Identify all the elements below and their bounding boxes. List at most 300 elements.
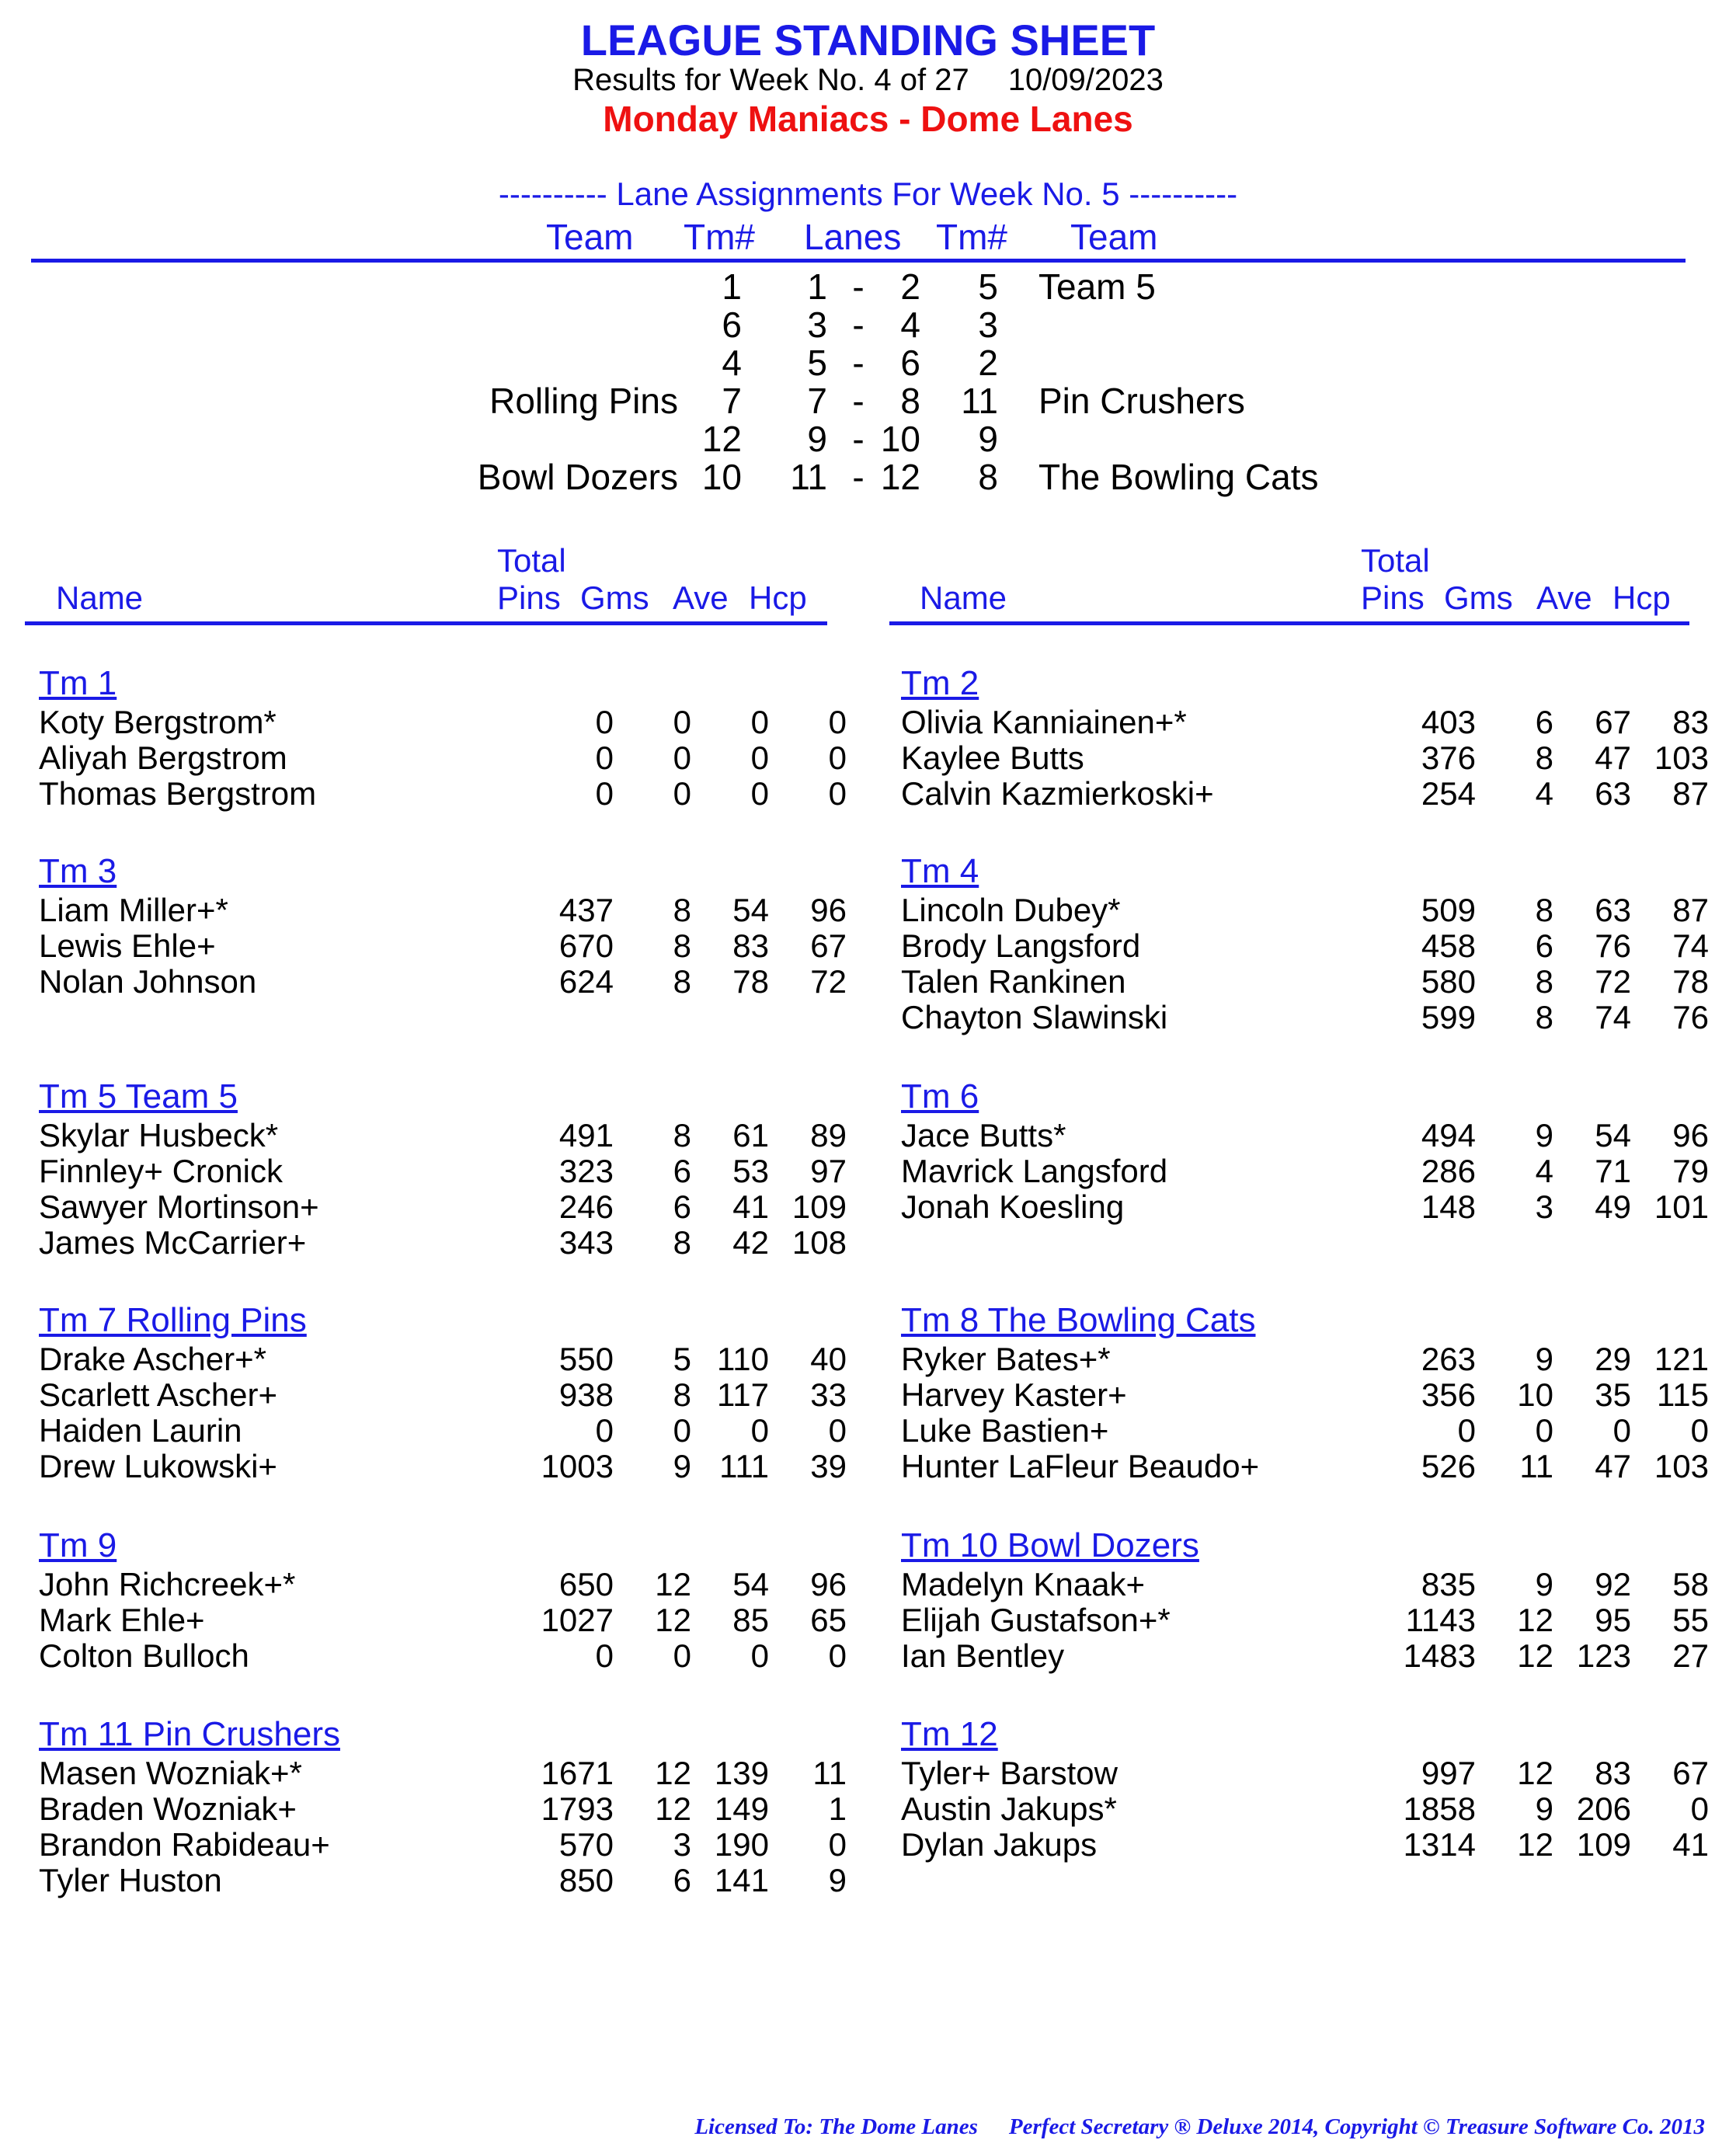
bowler-games: 8 [673,892,691,928]
right-col-ave: Ave [1536,579,1592,616]
bowler-row [39,776,862,812]
bowler-handicap: 41 [1672,1826,1709,1863]
bowler-row [39,1638,862,1674]
bowler-games: 5 [673,1341,691,1377]
bowler-handicap: 0 [1690,1412,1709,1449]
lane-end: 2 [900,266,920,307]
bowler-games: 0 [1535,1412,1553,1449]
lane-row [0,458,1736,496]
bowler-name: Sawyer Mortinson+ [39,1188,319,1225]
bowler-average: 78 [732,963,769,1000]
bowler-row [901,1341,1724,1377]
bowler-pins: 0 [1457,1412,1476,1449]
bowler-average: 71 [1595,1153,1631,1189]
bowler-row [901,1413,1724,1449]
bowler-row [901,776,1724,812]
left-col-hcp: Hcp [749,579,807,616]
bowler-games: 0 [673,704,691,740]
bowler-handicap: 87 [1672,775,1709,812]
lane-tm-left: 4 [722,343,742,383]
bowler-average: 85 [732,1602,769,1638]
bowler-name: John Richcreek+* [39,1566,296,1602]
right-col-gms: Gms [1444,579,1513,616]
bowler-row [39,1755,862,1791]
bowler-name: Brody Langsford [901,927,1141,964]
bowler-pins: 0 [595,704,614,740]
bowler-average: 54 [732,1566,769,1602]
bowler-handicap: 121 [1654,1341,1709,1377]
bowler-name: Lewis Ehle+ [39,927,216,964]
lane-tm-left: 6 [722,304,742,345]
bowler-name: Masen Wozniak+* [39,1755,302,1791]
lane-tm-left: 1 [722,266,742,307]
left-header-rule [25,621,827,625]
bowler-games: 9 [673,1448,691,1484]
bowler-pins: 509 [1421,892,1476,928]
bowler-pins: 403 [1421,704,1476,740]
bowler-average: 74 [1595,999,1631,1035]
bowler-row [39,1118,862,1154]
bowler-pins: 0 [595,1637,614,1674]
lane-dash: - [852,304,865,345]
bowler-name: Haiden Laurin [39,1412,242,1449]
right-col-hcp: Hcp [1612,579,1671,616]
lane-row [0,306,1736,344]
bowler-pins: 494 [1421,1117,1476,1154]
bowler-pins: 1483 [1403,1637,1476,1674]
bowler-average: 67 [1595,704,1631,740]
bowler-pins: 1143 [1405,1602,1476,1638]
bowler-name: Brandon Rabideau+ [39,1826,330,1863]
bowler-pins: 1027 [541,1602,614,1638]
bowler-handicap: 103 [1654,739,1709,776]
bowler-average: 49 [1595,1188,1631,1225]
bowler-pins: 0 [595,739,614,776]
bowler-row [901,928,1724,964]
bowler-name: Madelyn Knaak+ [901,1566,1146,1602]
bowler-row [39,1827,862,1863]
bowler-name: Dylan Jakups [901,1826,1098,1863]
bowler-name: Drake Ascher+* [39,1341,266,1377]
lane-tm-right: 9 [978,419,998,459]
lane-row [0,420,1736,458]
bowler-name: Elijah Gustafson+* [901,1602,1171,1638]
bowler-handicap: 0 [1690,1790,1709,1827]
bowler-games: 12 [1517,1755,1553,1791]
bowler-average: 76 [1595,927,1631,964]
bowler-row [39,1341,862,1377]
lane-col-team-right: Team [1070,217,1158,257]
lane-dash: - [852,343,865,383]
bowler-games: 0 [673,1637,691,1674]
right-header-rule [889,621,1689,625]
bowler-average: 53 [732,1153,769,1189]
lane-team-right: Team 5 [1038,266,1156,307]
bowler-average: 0 [750,1637,769,1674]
bowler-average: 47 [1595,739,1631,776]
bowler-name: Luke Bastien+ [901,1412,1109,1449]
bowler-handicap: 40 [810,1341,847,1377]
bowler-pins: 650 [558,1566,614,1602]
bowler-row [901,964,1724,1000]
bowler-average: 95 [1595,1602,1631,1638]
lane-start: 11 [790,457,827,497]
bowler-row [39,740,862,776]
bowler-average: 63 [1595,775,1631,812]
bowler-name: Lincoln Dubey* [901,892,1121,928]
lane-dash: - [852,457,865,497]
bowler-name: Ryker Bates+* [901,1341,1111,1377]
bowler-handicap: 97 [810,1153,847,1189]
bowler-row [901,1638,1724,1674]
bowler-pins: 1003 [541,1448,614,1484]
results-date: 10/09/2023 [1007,63,1164,97]
team-title: Tm 10 Bowl Dozers [901,1526,1199,1564]
bowler-row [39,705,862,740]
bowler-row [901,1791,1724,1827]
bowler-name: Scarlett Ascher+ [39,1376,277,1413]
bowler-games: 8 [673,1224,691,1261]
lane-tm-right: 8 [978,457,998,497]
lane-col-lanes: Lanes [804,217,902,257]
bowler-games: 12 [1517,1637,1553,1674]
bowler-row [39,1413,862,1449]
bowler-average: 54 [732,892,769,928]
bowler-average: 117 [717,1376,769,1413]
bowler-name: Olivia Kanniainen+* [901,704,1187,740]
bowler-pins: 550 [558,1341,614,1377]
bowler-handicap: 0 [828,704,847,740]
bowler-games: 8 [1535,739,1553,776]
bowler-pins: 1793 [541,1790,614,1827]
team-title: Tm 7 Rolling Pins [39,1301,307,1339]
bowler-average: 0 [1612,1412,1631,1449]
bowler-games: 9 [1535,1341,1553,1377]
bowler-row [39,1189,862,1225]
bowler-games: 8 [673,1376,691,1413]
bowler-row [39,1154,862,1189]
bowler-games: 4 [1535,1153,1553,1189]
bowler-average: 0 [750,1412,769,1449]
bowler-name: Mark Ehle+ [39,1602,205,1638]
bowler-games: 9 [1535,1790,1553,1827]
bowler-games: 12 [655,1602,691,1638]
bowler-row [901,1154,1724,1189]
bowler-handicap: 87 [1672,892,1709,928]
lane-end: 4 [900,304,920,345]
lane-col-team-left: Team [546,217,634,257]
lane-team-right: The Bowling Cats [1038,457,1319,497]
footer-software: Perfect Secretary ® Deluxe 2014, Copyright © Treasure Software Co. 2013 [1008,2114,1705,2139]
bowler-name: Drew Lukowski+ [39,1448,277,1484]
bowler-games: 8 [1535,999,1553,1035]
bowler-handicap: 55 [1672,1602,1709,1638]
bowler-name: Aliyah Bergstrom [39,739,287,776]
bowler-games: 9 [1535,1117,1553,1154]
left-col-name: Name [56,579,144,616]
lane-team-left: Rolling Pins [489,381,678,421]
lane-tm-left: 7 [722,381,742,421]
bowler-games: 12 [1517,1602,1553,1638]
bowler-average: 111 [719,1448,769,1484]
team-title: Tm 2 [901,664,979,702]
bowler-handicap: 103 [1654,1448,1709,1484]
bowler-row [901,1602,1724,1638]
bowler-row [901,1567,1724,1602]
bowler-handicap: 96 [1672,1117,1709,1154]
lane-assignments-heading: ---------- Lane Assignments For Week No. 5 ---------- [498,176,1238,212]
bowler-handicap: 58 [1672,1566,1709,1602]
bowler-row [901,740,1724,776]
team-title: Tm 5 Team 5 [39,1077,238,1115]
bowler-handicap: 27 [1672,1637,1709,1674]
bowler-games: 8 [673,927,691,964]
bowler-name: Jace Butts* [901,1117,1066,1154]
lane-row [0,382,1736,420]
results-line [0,62,1736,98]
bowler-pins: 938 [558,1376,614,1413]
bowler-games: 11 [1519,1448,1553,1484]
bowler-handicap: 0 [828,1826,847,1863]
bowler-handicap: 9 [828,1862,847,1898]
bowler-pins: 670 [558,927,614,964]
bowler-handicap: 11 [812,1755,847,1791]
bowler-average: 72 [1595,963,1631,1000]
bowler-row [39,1567,862,1602]
bowler-games: 6 [673,1862,691,1898]
bowler-games: 3 [673,1826,691,1863]
bowler-name: Chayton Slawinski [901,999,1168,1035]
bowler-handicap: 101 [1654,1188,1709,1225]
sheet-title: LEAGUE STANDING SHEET [580,16,1156,64]
right-col-pins: Pins [1361,579,1425,616]
bowler-pins: 0 [595,1412,614,1449]
lane-row [0,268,1736,306]
left-col-pins: Pins [497,579,561,616]
lane-team-left: Bowl Dozers [477,457,678,497]
lane-tm-right: 2 [978,343,998,383]
bowler-average: 0 [750,739,769,776]
bowler-games: 12 [1517,1826,1553,1863]
lane-start: 7 [807,381,827,421]
bowler-name: Koty Bergstrom* [39,704,277,740]
bowler-average: 123 [1576,1637,1631,1674]
bowler-games: 8 [1535,963,1553,1000]
bowler-name: Liam Miller+* [39,892,228,928]
bowler-average: 206 [1576,1790,1631,1827]
bowler-name: Braden Wozniak+ [39,1790,297,1827]
bowler-pins: 356 [1421,1376,1476,1413]
bowler-row [39,928,862,964]
bowler-average: 92 [1595,1566,1631,1602]
bowler-row [39,1791,862,1827]
bowler-games: 6 [673,1188,691,1225]
bowler-pins: 254 [1421,775,1476,812]
left-col-total: Total [497,542,566,579]
lane-tm-left: 12 [701,419,742,459]
bowler-pins: 0 [595,775,614,812]
lane-start: 3 [807,304,827,345]
bowler-name: Nolan Johnson [39,963,257,1000]
team-title: Tm 6 [901,1077,979,1115]
bowler-average: 42 [732,1224,769,1261]
team-title: Tm 12 [901,1715,998,1753]
bowler-average: 110 [717,1341,769,1377]
bowler-games: 12 [655,1566,691,1602]
bowler-row [39,1602,862,1638]
lane-team-right: Pin Crushers [1038,381,1245,421]
bowler-row [39,1377,862,1413]
bowler-handicap: 67 [1672,1755,1709,1791]
bowler-handicap: 0 [828,1412,847,1449]
bowler-games: 8 [1535,892,1553,928]
bowler-row [39,1863,862,1898]
team-title: Tm 11 Pin Crushers [39,1715,340,1753]
bowler-row [901,893,1724,928]
left-col-gms: Gms [580,579,649,616]
bowler-pins: 286 [1421,1153,1476,1189]
bowler-row [901,1755,1724,1791]
footer [694,2114,1705,2140]
bowler-handicap: 67 [810,927,847,964]
lane-col-tm-left: Tm# [684,217,755,257]
bowler-row [901,1000,1724,1035]
bowler-name: James McCarrier+ [39,1224,307,1261]
team-title: Tm 1 [39,664,117,702]
bowler-pins: 850 [558,1862,614,1898]
bowler-average: 141 [714,1862,769,1898]
bowler-average: 61 [732,1117,769,1154]
bowler-name: Ian Bentley [901,1637,1065,1674]
bowler-average: 54 [1595,1117,1631,1154]
lane-start: 9 [807,419,827,459]
bowler-handicap: 96 [810,1566,847,1602]
bowler-row [39,893,862,928]
bowler-row [901,1449,1724,1484]
bowler-handicap: 65 [810,1602,847,1638]
bowler-games: 6 [673,1153,691,1189]
bowler-handicap: 79 [1672,1153,1709,1189]
bowler-pins: 323 [558,1153,614,1189]
bowler-average: 190 [714,1826,769,1863]
bowler-pins: 491 [558,1117,614,1154]
bowler-name: Finnley+ Cronick [39,1153,283,1189]
bowler-pins: 148 [1421,1188,1476,1225]
bowler-pins: 526 [1421,1448,1476,1484]
team-title: Tm 4 [901,852,979,890]
bowler-pins: 343 [558,1224,614,1261]
bowler-games: 8 [673,1117,691,1154]
bowler-row [39,964,862,1000]
bowler-pins: 263 [1421,1341,1476,1377]
left-col-ave: Ave [673,579,729,616]
right-col-total: Total [1361,542,1430,579]
bowler-average: 0 [750,775,769,812]
bowler-handicap: 74 [1672,927,1709,964]
bowler-pins: 624 [558,963,614,1000]
lane-tm-right: 11 [961,381,998,421]
lane-start: 5 [807,343,827,383]
bowler-pins: 580 [1421,963,1476,1000]
bowler-average: 47 [1595,1448,1631,1484]
bowler-name: Kaylee Butts [901,739,1084,776]
bowler-pins: 1671 [541,1755,614,1791]
league-name: Monday Maniacs - Dome Lanes [603,99,1133,139]
lane-row [0,344,1736,382]
bowler-pins: 835 [1421,1566,1476,1602]
bowler-games: 4 [1535,775,1553,812]
bowler-handicap: 0 [828,1637,847,1674]
bowler-average: 149 [714,1790,769,1827]
bowler-pins: 437 [558,892,614,928]
bowler-pins: 1858 [1403,1790,1476,1827]
bowler-pins: 570 [558,1826,614,1863]
bowler-name: Colton Bulloch [39,1637,249,1674]
bowler-games: 12 [655,1790,691,1827]
lane-start: 1 [807,266,827,307]
bowler-average: 83 [1595,1755,1631,1791]
bowler-average: 139 [714,1755,769,1791]
team-title: Tm 9 [39,1526,117,1564]
lane-tm-left: 10 [701,457,742,497]
lane-dash: - [852,381,865,421]
lane-dash: - [852,266,865,307]
bowler-row [901,1377,1724,1413]
lane-header-rule [31,259,1686,263]
bowler-handicap: 96 [810,892,847,928]
bowler-handicap: 76 [1672,999,1709,1035]
bowler-name: Mavrick Langsford [901,1153,1168,1189]
bowler-games: 0 [673,739,691,776]
bowler-handicap: 89 [810,1117,847,1154]
bowler-name: Tyler+ Barstow [901,1755,1118,1791]
lane-end: 10 [880,419,920,459]
bowler-name: Hunter LaFleur Beaudo+ [901,1448,1260,1484]
bowler-row [39,1449,862,1484]
bowler-name: Thomas Bergstrom [39,775,317,812]
bowler-row [901,1189,1724,1225]
bowler-pins: 376 [1421,739,1476,776]
bowler-games: 6 [1535,704,1553,740]
bowler-handicap: 78 [1672,963,1709,1000]
bowler-handicap: 115 [1657,1376,1709,1413]
team-title: Tm 3 [39,852,117,890]
bowler-row [901,705,1724,740]
bowler-name: Calvin Kazmierkoski+ [901,775,1214,812]
lane-tm-right: 5 [978,266,998,307]
lane-col-tm-right: Tm# [936,217,1007,257]
lane-end: 12 [880,457,920,497]
bowler-name: Harvey Kaster+ [901,1376,1127,1413]
bowler-pins: 246 [558,1188,614,1225]
bowler-games: 9 [1535,1566,1553,1602]
bowler-games: 6 [1535,927,1553,964]
bowler-row [39,1225,862,1261]
bowler-games: 0 [673,775,691,812]
bowler-average: 83 [732,927,769,964]
bowler-handicap: 33 [810,1376,847,1413]
bowler-name: Skylar Husbeck* [39,1117,279,1154]
bowler-handicap: 0 [828,775,847,812]
bowler-games: 3 [1535,1188,1553,1225]
bowler-average: 63 [1595,892,1631,928]
bowler-name: Austin Jakups* [901,1790,1117,1827]
bowler-average: 41 [732,1188,769,1225]
bowler-pins: 458 [1421,927,1476,964]
right-col-name: Name [920,579,1007,616]
lane-end: 6 [900,343,920,383]
lane-end: 8 [900,381,920,421]
